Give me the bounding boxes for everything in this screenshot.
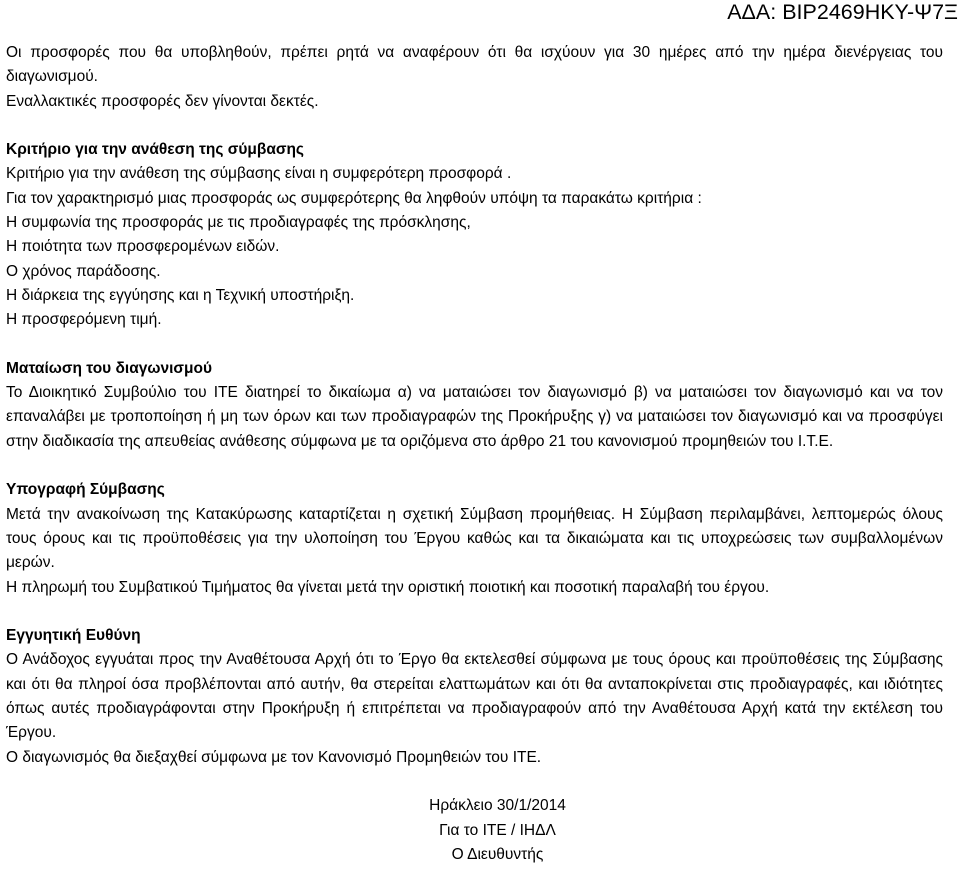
criteria-item: Η ποιότητα των προσφερομένων ειδών. [6, 238, 280, 256]
criteria-line: Για τον χαρακτηρισμό μιας προσφοράς ως συμφερότερης θα ληφθούν υπόψη τα παρακάτω κριτήρια : [6, 189, 702, 207]
criteria-item: Ο χρόνος παράδοσης. [6, 262, 161, 280]
signature-place-date: Ηράκλειο 30/1/2014 [429, 797, 566, 815]
payment-text: Η πληρωμή του Συμβατικού Τιμήματος θα γίνεται μετά την οριστική ποιοτική και ποσοτική παραλαβή του έργου. [6, 578, 770, 596]
contract-heading: Υπογραφή Σύμβασης [6, 481, 165, 499]
warranty-text: Ο Ανάδοχος εγγυάται προς την Αναθέτουσα Αρχή ότι το Έργο θα εκτελεσθεί σύμφωνα με τους όρους και προϋποθέσεις της Σύμβασης και ότι θα πληροί όσα προβλέπονται από αυτήν, θα στερείται ελαττωμάτων και ότι θα ανταποκρίνεται στις προδιαγραφές, και ιδιότητες όπως αυτές προδιαγράφονται στην Προκήρυξη ή επιτρέπεται να προδιαγραφούν από την Αναθέτουσα Αρχή κατά την εκτέλεση του Έργου. [6, 651, 943, 742]
spacer [6, 114, 943, 138]
criteria-heading: Κριτήριο για την ανάθεση της σύμβασης [6, 141, 304, 159]
criteria-item: Η προσφερόμενη τιμή. [6, 311, 162, 329]
criteria-item: Η διάρκεια της εγγύησης και η Τεχνική υποστήριξη. [6, 286, 355, 304]
spacer [6, 600, 943, 624]
warranty-heading: Εγγυητική Ευθύνη [6, 627, 141, 645]
ada-code: ΑΔΑ: ΒΙΡ2469ΗΚΥ-Ψ7Ξ [727, 0, 958, 24]
spacer [6, 333, 943, 357]
spacer [6, 770, 943, 794]
document-body [6, 41, 943, 867]
cancellation-text: Το Διοικητικό Συμβούλιο του ΙΤΕ διατηρεί το δικαίωμα α) να ματαιώσει τον διαγωνισμό β) να ματαιώσει τον διαγωνισμό και να τον επαναλάβει με τροποποίηση ή μη των όρων και των προδιαγραφών της Προκήρυξης γ) να ματαιώσει τον διαγωνισμό και να προσφύγει στην διαδικασία της απευθείας ανάθεσης σύμφωνα με τα οριζόμενα στο άρθρο 21 του κανονισμού προμηθειών του Ι.Τ.Ε. [6, 384, 943, 450]
contract-text: Μετά την ανακοίνωση της Κατακύρωσης καταρτίζεται η σχετική Σύμβαση προμήθειας. Η Σύμβαση περιλαμβάνει, λεπτομερώς όλους τους όρους και τις προϋποθέσεις για την υλοποίηση του Έργου καθώς και τα δικαιώματα και τις υποχρεώσεις των συμβαλλομένων μερών. [6, 505, 943, 572]
alternative-offers-text: Εναλλακτικές προσφορές δεν γίνονται δεκτές. [6, 92, 319, 110]
criteria-item: Η συμφωνία της προσφοράς με τις προδιαγραφές της πρόσκλησης, [6, 214, 471, 232]
spacer [6, 454, 943, 478]
cancellation-heading: Ματαίωση του διαγωνισμού [6, 359, 212, 377]
offer-validity-text: Οι προσφορές που θα υποβληθούν, πρέπει ρητά να αναφέρουν ότι θα ισχύουν για 30 ημέρες από την ημέρα διενέργειας του διαγωνισμού. [6, 44, 943, 86]
signature-role: Ο Διευθυντής [451, 845, 544, 863]
criteria-line: Κριτήριο για την ανάθεση της σύμβασης είναι η συμφερότερη προσφορά . [6, 165, 512, 183]
signature-organization: Για το ΙΤΕ / ΙΗΔΛ [439, 821, 556, 839]
regulation-text: Ο διαγωνισμός θα διεξαχθεί σύμφωνα με τον Κανονισμό Προμηθειών του ΙΤΕ. [6, 748, 542, 766]
